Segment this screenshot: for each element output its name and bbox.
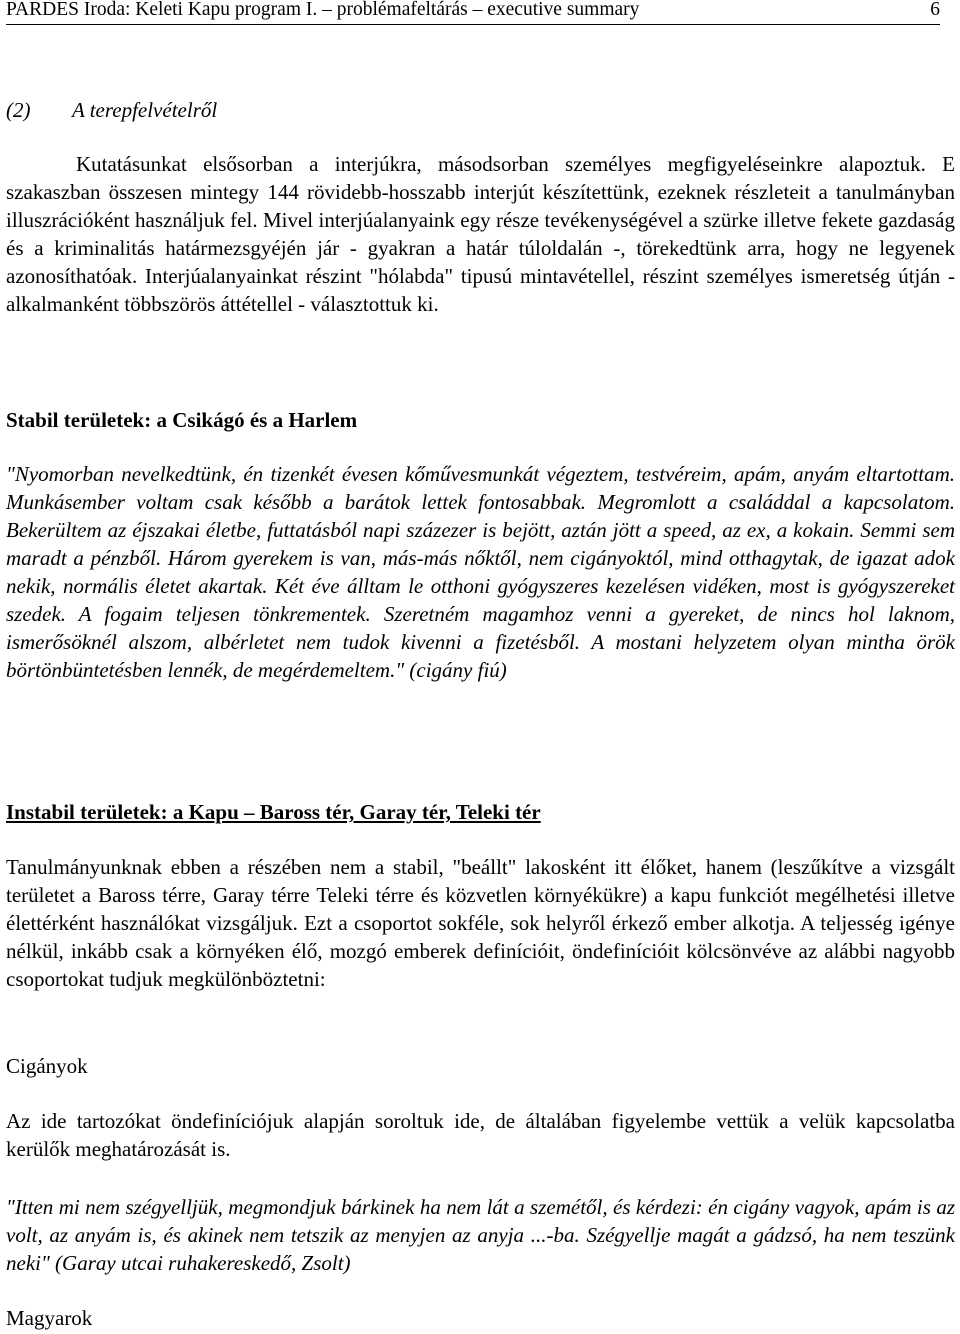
- roma-paragraph: Az ide tartozókat öndefiníciójuk alapján soroltuk ide, de általában figyelembe vettük a velük kapcsolatba kerülők meghatározását is.: [6, 1109, 955, 1161]
- section-number: (2): [6, 98, 31, 122]
- stable-areas-quote: "Nyomorban nevelkedtünk, én tizenkét évesen kőművesmunkát végeztem, testvéreim, apám, anyám eltartottam. Munkásember voltam csak később a barátok lettek fontosabbak. Megromlott a családdal a kapcsolatom. Bekerültem az éjszakai életbe, futtatásból napi százezer is bejött, aztán jött a speed, az ex, a kokain. Semmi sem maradt a pénzből. Három gyerekem is van, más-más nőktől, nem cigányoktól, mind otthagytak, de igazat adok nekik, normális életet akartak. Két éve álltam le otthoni gyógyszeres kezelésen vidéken, most is gyógyszereket szedek. A fogaim teljesen tönkrementek. Szeretném magamhoz venni a gyereket, de nincs hol laknom, ismerősöknél alszom, albérletet nem tudok kivenni a fizetésből. A mostani helyzetem olyan mintha örök börtönbüntetésben lennék, de megérdemeltem." (cigány fiú): [6, 462, 955, 682]
- intro-paragraph: Kutatásunkat elsősorban a interjúkra, másodsorban személyes megfigyeléseinkre alapoztuk. E szakaszban összesen mintegy 144 rövidebb-hosszabb interjút készítettünk, ezeknek részleteit a tanulmányban illuszrációként használjuk fel. Mivel interjúalanyaink egy része tevékenységével a szürke illetve fekete gazdaság és a kriminalitás határmezsgyéjén jár - gyakran a határ túloldalán -, törekedtünk arra, hogy ne legyenek azonosíthatóak. Interjúalanyainkat részint "hólabda" tipusú mintavétellel, részint személyes ismeretség útján - alkalmanként többszörös áttétellel - választottuk ki.: [6, 152, 955, 316]
- stable-areas-heading: Stabil területek: a Csikágó és a Harlem: [6, 408, 358, 432]
- running-header: [6, 0, 940, 25]
- section-title: A terepfelvételről: [72, 98, 218, 122]
- unstable-areas-heading: Instabil területek: a Kapu – Baross tér, Garay tér, Teleki tér: [6, 800, 541, 824]
- subheading-hungarians: Magyarok: [6, 1306, 93, 1330]
- unstable-areas-paragraph: Tanulmányunknak ebben a részében nem a stabil, "beállt" lakosként itt élőket, hanem (leszűkítve a vizsgált területet a Baross térre, Garay térre Teleki térre és közvetlen környékükre) a kapu funkciót megélhetési illetve élettérként használókat vizsgáljuk. Ezt a csoportot sokféle, sok helyről érkező ember alkotja. A teljesség igénye nélkül, inkább csak a környéken élő, mozgó emberek definícióit, öndefinícióit kölcsönvéve az alábbi nagyobb csoportokat tudjuk megkülönböztetni:: [6, 855, 955, 991]
- page-number: 6: [930, 0, 940, 20]
- section-heading: [6, 96, 955, 124]
- subheading-roma: Cigányok: [6, 1054, 88, 1078]
- roma-quote: "Itten mi nem szégyelljük, megmondjuk bárkinek ha nem lát a szemétől, és kérdezi: én cigány vagyok, apám is az volt, az anyám is, és akinek nem tetszik az menyjen az anyja ...-ba. Szégyellje magát a gádzsó, ha nem teszünk neki" (Garay utcai ruhakereskedő, Zsolt): [6, 1195, 955, 1275]
- header-title: PARDES Iroda: Keleti Kapu program I. – problémafeltárás – executive summary: [6, 0, 640, 20]
